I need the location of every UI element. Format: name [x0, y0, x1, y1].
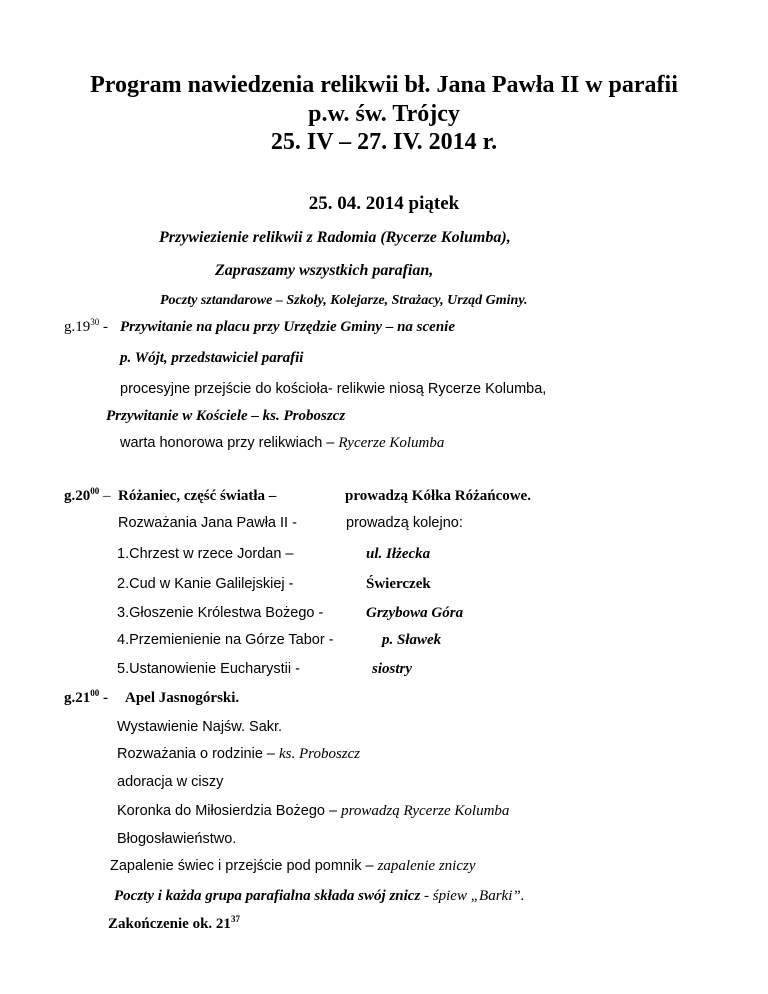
mystery-4-leader: p. Sławek: [382, 632, 442, 648]
mystery-2-leader: Świerczek: [366, 576, 431, 592]
block2100-line-7-song: - śpiew „Barki”.: [420, 888, 525, 904]
time-2100-dash: -: [99, 690, 108, 706]
block2100-line-2: [117, 746, 360, 763]
block2100-line-3: adoracja w ciszy: [117, 774, 224, 790]
block2100-line-1: Wystawienie Najśw. Sakr.: [117, 719, 283, 735]
block2100-line-4-text: Koronka do Miłosierdzia Bożego –: [117, 803, 342, 819]
end-time-text: Zakończenie ok. 21: [108, 916, 231, 932]
time-1930: [64, 319, 108, 336]
time-2100: [64, 690, 108, 707]
rosary-title: Różaniec, część światła –: [118, 488, 277, 504]
reflections-leaders: prowadzą kolejno:: [346, 515, 463, 531]
end-time-minutes: 37: [230, 914, 240, 924]
title-line-2: p.w. św. Trójcy: [308, 101, 460, 127]
block2100-line-6: [110, 858, 475, 875]
intro-line-3: Poczty sztandarowe – Szkoły, Kolejarze, Strażacy, Urząd Gminy.: [160, 293, 528, 308]
block2100-line-7: [114, 888, 524, 905]
day-date: 25. 04. 2014 piątek: [308, 193, 460, 214]
time-2100-minutes: 00: [90, 688, 100, 698]
mystery-3-leader: Grzybowa Góra: [366, 605, 464, 621]
block1930-line-4: Przywitanie w Kościele – ks. Proboszcz: [106, 408, 346, 424]
block2100-line-5: Błogosławieństwo.: [117, 831, 237, 847]
reflections-title: Rozważania Jana Pawła II -: [118, 515, 297, 531]
block1930-line-5-who: Rycerze Kolumba: [338, 435, 445, 451]
block1930-line-1: Przywitanie na placu przy Urzędzie Gminy – na scenie: [120, 319, 456, 335]
time-1930-dash: -: [99, 319, 108, 335]
mystery-5: 5.Ustanowienie Eucharystii -: [117, 661, 300, 677]
block1930-line-5: [120, 435, 444, 452]
block2100-line-2-who: ks. Proboszcz: [279, 746, 361, 762]
block1930-line-2: p. Wójt, przedstawiciel parafii: [120, 350, 304, 366]
time-2000: [64, 488, 111, 505]
time-1930-hour: g.19: [64, 319, 91, 335]
time-2000-minutes: 00: [90, 486, 100, 496]
time-1930-minutes: 30: [90, 317, 100, 327]
block2100-line-4-who: prowadzą Rycerze Kolumba: [341, 803, 510, 819]
block2100-line-4: [117, 803, 509, 820]
title-line-1: Program nawiedzenia relikwii bł. Jana Pawła II w parafii: [90, 72, 678, 98]
block1930-line-3: procesyjne przejście do kościoła- relikwie niosą Rycerze Kolumba,: [120, 381, 547, 397]
rosary-leaders: prowadzą Kółka Różańcowe.: [345, 488, 531, 504]
time-2000-dash: –: [99, 488, 111, 504]
mystery-4: 4.Przemienienie na Górze Tabor -: [117, 632, 334, 648]
mystery-3: 3.Głoszenie Królestwa Bożego -: [117, 605, 324, 621]
time-2000-hour: g.20: [64, 488, 91, 504]
block2100-line-7-text: Poczty i każda grupa parafialna składa swój znicz: [114, 888, 421, 904]
end-time: [108, 916, 240, 933]
mystery-1: 1.Chrzest w rzece Jordan –: [117, 546, 294, 562]
block2100-line-6-action: zapalenie zniczy: [377, 858, 476, 874]
block2100-line-2-text: Rozważania o rodzinie –: [117, 746, 280, 762]
intro-line-2: Zapraszamy wszystkich parafian,: [215, 262, 434, 279]
mystery-1-leader: ul. Iłżecka: [366, 546, 431, 562]
mystery-5-leader: siostry: [372, 661, 413, 677]
mystery-2: 2.Cud w Kanie Galilejskiej -: [117, 576, 294, 592]
time-2100-hour: g.21: [64, 690, 91, 706]
intro-line-1: Przywiezienie relikwii z Radomia (Rycerze Kolumba),: [159, 229, 511, 246]
block2100-line-6-text: Zapalenie świec i przejście pod pomnik –: [110, 858, 378, 874]
apel-title: Apel Jasnogórski.: [125, 690, 240, 706]
block1930-line-5-text: warta honorowa przy relikwiach –: [120, 435, 339, 451]
title-line-3: 25. IV – 27. IV. 2014 r.: [270, 129, 498, 155]
